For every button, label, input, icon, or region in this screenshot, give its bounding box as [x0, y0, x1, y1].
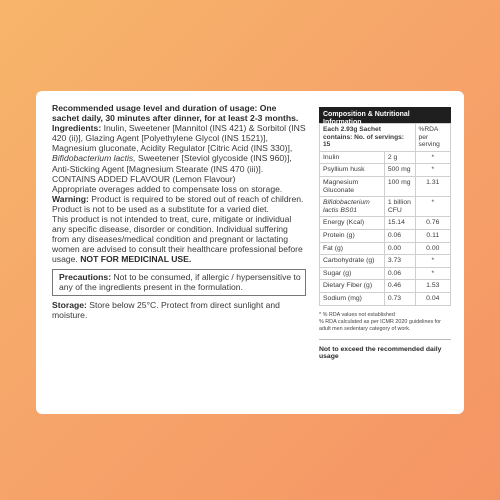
nutrient-name: Psyllium husk — [320, 164, 385, 177]
table-row — [320, 217, 451, 230]
nutrient-name: Magnesium Gluconate — [320, 176, 385, 196]
nutrition-table — [319, 123, 451, 306]
nutrient-rda: * — [415, 267, 450, 280]
nutrient-amount: 0.00 — [384, 242, 415, 255]
nutrient-amount: 1 billion CFU — [384, 197, 415, 217]
precautions-box: Precautions: Not to be consumed, if allergic / hypersensitive to any of the ingredients present in the formulation. — [52, 269, 306, 296]
daily-limit-note: Not to exceed the recommended daily usage — [319, 339, 451, 360]
nutrient-name: Inulin — [320, 151, 385, 164]
table-row — [320, 176, 451, 196]
nutrient-rda: 0.04 — [415, 292, 450, 305]
nutrient-name: Carbohydrate (g) — [320, 255, 385, 268]
nutrient-rda: 1.53 — [415, 280, 450, 293]
nutrient-name: Sodium (mg) — [320, 292, 385, 305]
flavour-statement: CONTAINS ADDED FLAVOUR (Lemon Flavour) — [52, 173, 236, 184]
usage-heading: Recommended usage level and duration of usage: One sachet daily, 30 minutes after dinner, for at least 2-3 months. — [52, 103, 299, 124]
label-card — [36, 91, 464, 414]
overages-statement: Appropriate overages added to compensate loss on storage. — [52, 183, 283, 194]
warning: Warning: Product is required to be stored out of reach of children. Product is not to be used as a substitute for a varied diet. — [52, 193, 304, 214]
nutrient-name: Fat (g) — [320, 242, 385, 255]
nutrient-name: Sugar (g) — [320, 267, 385, 280]
nutrient-name: Energy (Kcal) — [320, 217, 385, 230]
table-row — [320, 267, 451, 280]
table-notes — [319, 312, 451, 333]
table-row — [320, 242, 451, 255]
table-title: Composition & Nutritional Information — [319, 107, 451, 123]
table-header-row — [320, 124, 451, 152]
table-row — [320, 255, 451, 268]
header-serving: Each 2.93g Sachet contains: No. of servings: 15 — [320, 124, 416, 152]
nutrient-name: Bifidobacterium lactis BS01 — [320, 197, 385, 217]
note-icmr: % RDA calculated as per ICMR 2020 guidelines for adult men sedentary category of work. — [319, 318, 441, 332]
nutrient-amount: 15.14 — [384, 217, 415, 230]
header-rda: %RDA per serving — [415, 124, 450, 152]
ingredients: Ingredients: Inulin, Sweetener [Mannitol (INS 421) & Sorbitol (INS 420 (ii)], Glazing Agent [Polyethylene Glycol (INS 1521)], Magnesium gluconate, Acidity Regulator [Citric Acid (INS 330)], Bifidobacterium lactis, Sweetener [Steviol glycoside (INS 960)], Anti-Sticking Agent [Magnesium Stearate (INS 470 (iii)]. — [52, 123, 306, 174]
table-row — [320, 164, 451, 177]
nutrient-amount: 500 mg — [384, 164, 415, 177]
nutrition-panel — [319, 107, 451, 360]
table-row — [320, 292, 451, 305]
intended-use: This product is not intended to treat, cure, mitigate or individual any specific disease, disorder or condition. Individual suffering from any diseases/medical condition and pregnant or lactating women are advised to consult their healthcare professional before usage. NOT FOR MEDICINAL USE. — [52, 214, 303, 265]
nutrient-rda: * — [415, 151, 450, 164]
nutrient-amount: 0.06 — [384, 229, 415, 242]
nutrient-rda: * — [415, 197, 450, 217]
label-text-column — [52, 103, 306, 320]
nutrient-amount: 0.46 — [384, 280, 415, 293]
storage: Storage: Store below 25°C. Protect from direct sunlight and moisture. — [52, 299, 280, 320]
nutrient-rda: 0.00 — [415, 242, 450, 255]
table-row — [320, 229, 451, 242]
nutrient-amount: 100 mg — [384, 176, 415, 196]
table-row — [320, 280, 451, 293]
table-row — [320, 151, 451, 164]
nutrient-name: Protein (g) — [320, 229, 385, 242]
nutrient-amount: 2 g — [384, 151, 415, 164]
note-rda-not-established: * % RDA values not established — [319, 311, 395, 318]
table-row — [320, 197, 451, 217]
nutrient-amount: 0.06 — [384, 267, 415, 280]
nutrient-rda: * — [415, 164, 450, 177]
nutrient-amount: 0.73 — [384, 292, 415, 305]
nutrient-rda: 0.11 — [415, 229, 450, 242]
nutrient-name: Dietary Fiber (g) — [320, 280, 385, 293]
nutrient-rda: 1.31 — [415, 176, 450, 196]
nutrient-amount: 3.73 — [384, 255, 415, 268]
nutrient-rda: 0.76 — [415, 217, 450, 230]
nutrient-rda: * — [415, 255, 450, 268]
